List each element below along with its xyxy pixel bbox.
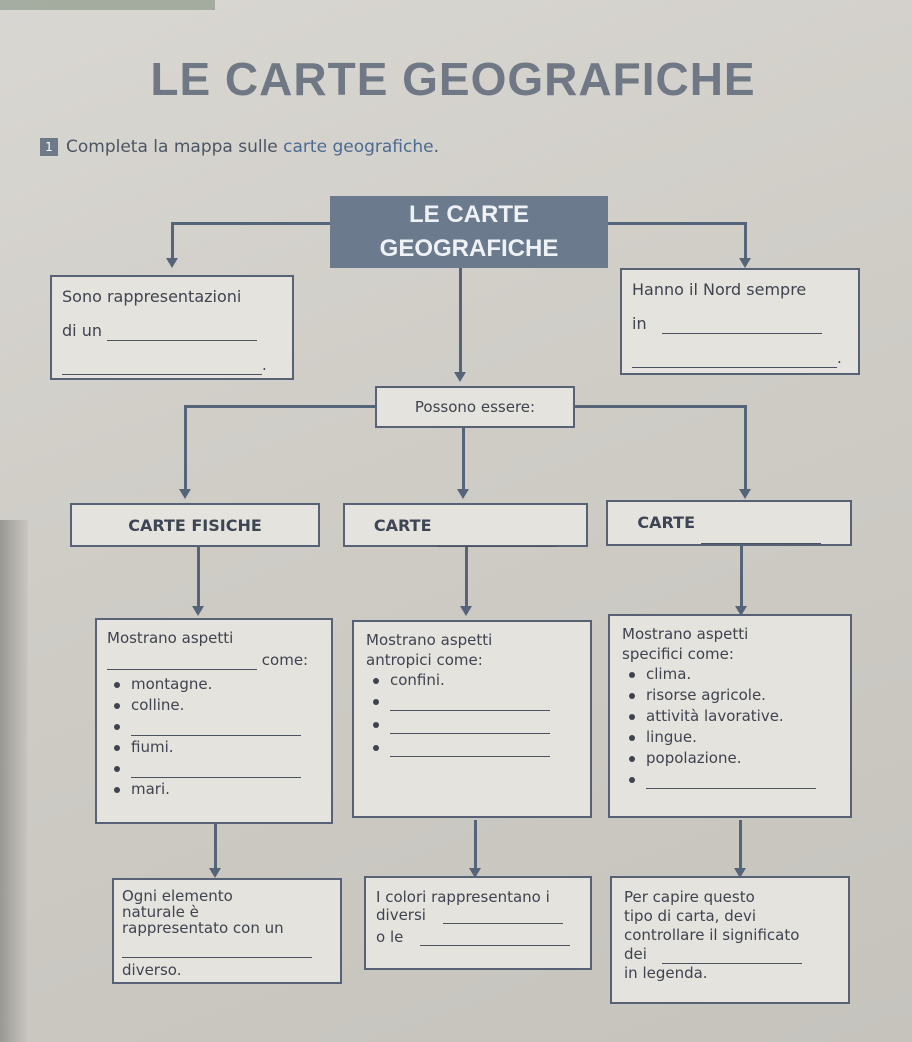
aspects-right-box <box>608 614 852 818</box>
page-edge <box>0 0 215 10</box>
page-shadow <box>0 520 28 1042</box>
type-fisiche-label: CARTE FISICHE <box>128 516 262 535</box>
page-title: LE CARTE GEOGRAFICHE <box>150 53 756 105</box>
fill-blank[interactable] <box>662 319 822 334</box>
list-item <box>390 737 578 760</box>
connector-line <box>185 405 377 408</box>
bottom-left-box <box>112 878 342 984</box>
fill-blank[interactable] <box>122 943 312 958</box>
bottom-mid-line-3: o le <box>376 928 404 946</box>
list-item: colline. <box>131 695 321 716</box>
connector-line <box>184 405 187 490</box>
aspects-right-line-2: specifici come: <box>622 645 734 663</box>
definition-line-1: Sono rappresentazioni <box>62 287 242 306</box>
arrow-down-icon <box>739 258 751 268</box>
arrow-down-icon <box>209 868 221 878</box>
connector-line <box>606 222 746 225</box>
list-item: lingue. <box>646 727 838 748</box>
list-item: popolazione. <box>646 748 838 769</box>
list-item <box>390 714 578 737</box>
connector-line <box>739 820 742 870</box>
connector-line <box>465 546 468 608</box>
connector-line <box>214 824 217 870</box>
connector-line <box>197 546 200 608</box>
aspects-mid-list <box>366 670 578 760</box>
instruction-highlight: carte geografiche <box>283 137 434 157</box>
type-box-mid <box>343 503 588 547</box>
aspects-mid-line-2: antropici come: <box>366 651 483 669</box>
type-mid-label: CARTE <box>373 516 432 535</box>
bottom-left-line-5: diverso. <box>122 961 182 979</box>
list-item: confini. <box>390 670 578 691</box>
bottom-right-box <box>610 876 850 1004</box>
arrow-down-icon <box>460 606 472 616</box>
connector-line <box>462 427 465 490</box>
definition-end: . <box>262 356 267 374</box>
bottom-right-line-1: Per capire questo <box>624 888 755 906</box>
aspects-right-list <box>622 664 838 790</box>
aspects-right-line-1: Mostrano aspetti <box>622 625 749 643</box>
fill-blank[interactable] <box>632 353 837 368</box>
bottom-mid-line-2: diversi <box>376 906 426 924</box>
aspects-left-line-1: Mostrano aspetti <box>107 629 234 647</box>
fill-blank[interactable] <box>131 763 301 778</box>
bottom-mid-box <box>364 876 592 970</box>
fill-blank[interactable] <box>662 949 802 964</box>
bottom-right-line-3: controllare il significato <box>624 926 800 944</box>
fill-blank[interactable] <box>646 774 816 789</box>
aspects-left-come: come: <box>261 651 309 669</box>
bottom-right-line-4: dei <box>624 945 647 963</box>
list-item <box>646 769 838 790</box>
definition-line-2: di un <box>62 321 102 340</box>
bottom-left-line-3: rappresentato con un <box>122 919 284 937</box>
possono-box <box>375 386 575 428</box>
list-item <box>390 691 578 714</box>
fill-blank[interactable] <box>437 520 557 547</box>
north-end: . <box>837 349 842 367</box>
aspects-left-list <box>107 674 321 800</box>
north-line-1: Hanno il Nord sempre <box>632 280 807 299</box>
type-box-fisiche <box>70 503 320 547</box>
root-node <box>330 196 608 268</box>
arrow-down-icon <box>457 489 469 499</box>
connector-line <box>744 405 747 490</box>
list-item: attività lavorative. <box>646 706 838 727</box>
bottom-right-line-5: in legenda. <box>624 964 708 982</box>
fill-blank[interactable] <box>107 326 257 341</box>
fill-blank[interactable] <box>107 655 257 670</box>
bottom-mid-line-1: I colori rappresentano i <box>376 888 550 906</box>
list-item: risorse agricole. <box>646 685 838 706</box>
bottom-right-line-2: tipo di carta, devi <box>624 907 756 925</box>
root-line-2: GEOGRAFICHE <box>379 235 559 262</box>
list-item <box>131 758 321 779</box>
type-right-label: CARTE <box>637 513 695 532</box>
root-line-1: LE CARTE <box>409 201 529 228</box>
aspects-mid-line-1: Mostrano aspetti <box>366 631 493 649</box>
definition-box <box>50 275 294 380</box>
north-line-2: in <box>632 314 647 333</box>
connector-line <box>575 405 746 408</box>
list-item: clima. <box>646 664 838 685</box>
arrow-down-icon <box>454 372 466 382</box>
arrow-down-icon <box>192 606 204 616</box>
instruction <box>40 137 439 157</box>
connector-line <box>172 222 332 225</box>
connector-line <box>459 268 462 372</box>
arrow-down-icon <box>166 258 178 268</box>
aspects-mid-box <box>352 620 592 818</box>
fill-blank[interactable] <box>131 721 301 736</box>
arrow-down-icon <box>179 489 191 499</box>
arrow-down-icon <box>739 489 751 499</box>
north-box <box>620 268 860 375</box>
list-item: montagne. <box>131 674 321 695</box>
list-item: fiumi. <box>131 737 321 758</box>
connector-line <box>744 222 747 260</box>
fill-blank[interactable] <box>701 517 821 544</box>
bottom-left-line-1: Ogni elemento <box>122 887 233 905</box>
fill-blank[interactable] <box>390 696 550 711</box>
possono-label: Possono essere: <box>414 398 536 416</box>
fill-blank[interactable] <box>420 931 570 946</box>
bottom-left-line-2: naturale è <box>122 903 199 921</box>
fill-blank[interactable] <box>390 719 550 734</box>
instruction-end: . <box>433 137 439 157</box>
fill-blank[interactable] <box>62 360 262 375</box>
exercise-number: 1 <box>40 138 58 156</box>
list-item: mari. <box>131 779 321 800</box>
type-box-right <box>606 500 852 546</box>
list-item <box>131 716 321 737</box>
connector-line <box>474 820 477 870</box>
connector-line <box>740 546 743 608</box>
aspects-left-box <box>95 618 333 824</box>
instruction-text: Completa la mappa sulle <box>66 137 284 157</box>
fill-blank[interactable] <box>443 909 563 924</box>
connector-line <box>171 222 174 260</box>
fill-blank[interactable] <box>390 742 550 757</box>
